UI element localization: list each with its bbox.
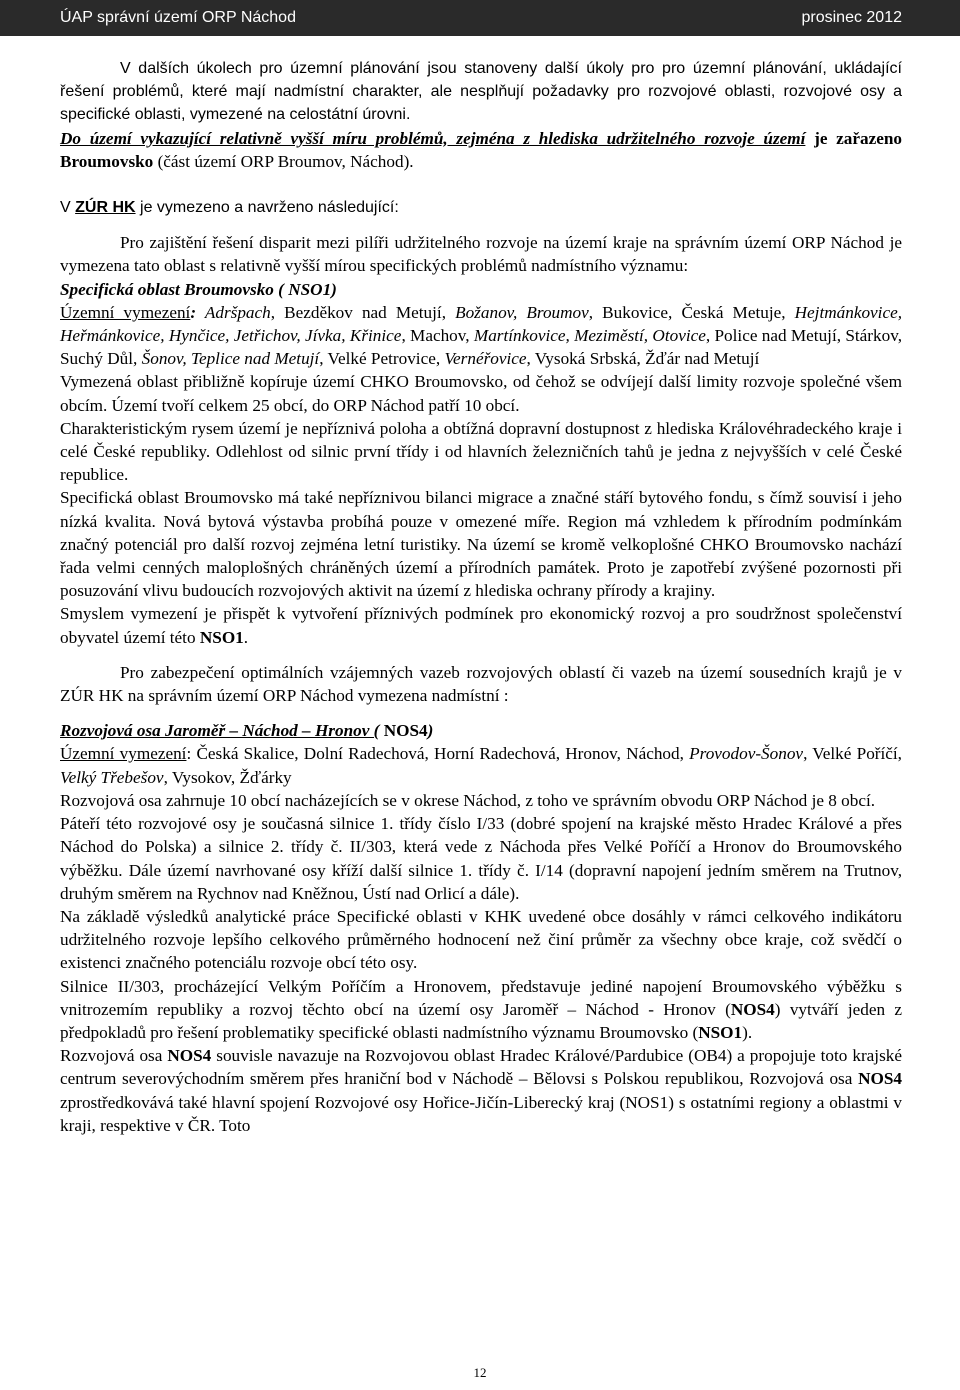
nso1-vym-label: Územní vymezení	[60, 302, 191, 322]
silnice-pre: Silnice II/303, procházející Velkým Poříčím a Hronovem, představuje jediné napojení Broumovského výběžku s vnitrozemím republiky a rozvoj těchto obcí na území osy Jaroměř – Náchod - Hronov (	[60, 976, 902, 1019]
nos4-pater-paragraph: Páteří této rozvojové osy je současná silnice 1. třídy číslo I/33 (dobré spojení na krajské město Hradec Králové a přes Náchod do Polska) a silnice 2. třídy č. II/303, která vede z Náchoda přes Velké Poříčí a Hronov do Broumovského výběžku. Dále území navrhované osy kříží další silnice 1. třídy č. I/14 (dopravní napojení jedním směrem na Trutnov, druhým směrem na Rychnov nad Kněžnou, Ústí nad Orlicí a dále).	[60, 814, 902, 903]
rozv-mid: souvisle navazuje na Rozvojovou oblast Hradec Králové/Pardubice (OB4) a propojuje toto krajské centrum severovýchodním směrem přes hraniční bod v Náchodě – Bělovsi s Polskou republikou, Rozvojová osa	[60, 1046, 902, 1089]
nos4-vym-text2: , Velké Poříčí,	[803, 744, 902, 764]
intro-paragraph: V dalších úkolech pro územní plánování jsou stanoveny další úkoly pro pro územní plánování, ukládající řešení problémů, které mají nadmístní charakter, ale nesplňují požadavky pro rozvojové oblasti, rozvojové osy a specifické oblasti, vymezené na celostátní úrovni.	[60, 60, 902, 124]
municipality-segment: Božanov, Broumov	[455, 302, 589, 322]
silnice-b1: NOS4	[730, 999, 775, 1019]
nos4-heading-code: NOS4	[379, 721, 428, 741]
municipality-segment: , Bukovice, Česká Metuje,	[588, 302, 795, 322]
rozv-pre: Rozvojová osa	[60, 1046, 168, 1066]
nso1-smysl-pre: Smyslem vymezení je přispět k vytvoření příznivých podmínek pro ekonomický rozvoj a pro soudržnost společenství obyvatel území této	[60, 604, 902, 647]
broumovsko-statement	[60, 127, 902, 173]
nos4-zaklad-paragraph: Na základě výsledků analytické práce Specifické oblasti v KHK uvedené obce dosáhly v rámci celkového indikátoru udržitelného rozvoje lepšího celkového průměrného hodnocení než činí průměr za všechny obce kraje, což svědčí o existenci značného potenciálu rozvoje obcí této osy.	[60, 906, 902, 973]
nso1-vymezeni	[60, 301, 902, 371]
nso1-smysl-post: .	[243, 627, 249, 647]
zur-abbr: ZÚR HK	[75, 199, 136, 217]
nso1-smysl-paragraph	[60, 602, 902, 648]
zur-intro	[60, 196, 902, 219]
nos4-rozvojova-paragraph	[60, 1044, 902, 1137]
nso1-smysl-bold: NSO1	[199, 627, 244, 647]
zur-pre: V	[60, 199, 76, 217]
nos4-vym-label: Územní vymezení	[60, 744, 187, 764]
nos4-vym-text1: : Česká Skalice, Dolní Radechová, Horní Radechová, Hronov, Náchod,	[186, 744, 690, 764]
nso1-char-paragraph: Charakteristickým rysem území je nepříznivá poloha a obtížná dopravní dostupnost z hlediska Královéhradeckého kraje i celé České republiky. Odlehlost od silnic první třídy i od hlavních železničních tahů je jedna z nejvyšších v celé České republice.	[60, 418, 902, 485]
municipality-segment: , Vysoká Srbská, Žďár nad Metují	[526, 349, 760, 369]
zur-paragraph	[60, 231, 902, 277]
silnice-mid: ) vytváří jeden z předpokladů pro řešení problematiky specifické oblasti nadmístního významu Broumovsko (	[60, 999, 902, 1042]
nos4-vym-i2: Velký Třebešov	[60, 767, 164, 787]
municipality-segment: , Machov,	[401, 326, 474, 346]
nos4-vym-i1: Provodov-Šonov	[689, 744, 804, 764]
nso1-heading-text: Specifická oblast Broumovsko ( NSO1)	[60, 279, 337, 299]
nos4-vymezeni	[60, 742, 902, 788]
rozv-end: zprostředkovává také hlavní spojení Rozvojové osy Hořice-Jičín-Liberecký kraj (NOS1) s ostatními regiony a oblastmi v kraji, respektive v ČR. Toto	[60, 1092, 902, 1135]
header-date: prosinec 2012	[801, 9, 902, 26]
nos4-vym-text3: , Vysokov, Žďárky	[163, 767, 292, 787]
municipality-segment: , Police nad Metují, Stárkov, Suchý Důl,	[60, 326, 902, 369]
municipality-segment: Šonov, Teplice nad Metují	[141, 349, 320, 369]
nso1-heading	[60, 278, 902, 301]
rozv-b1: NOS4	[167, 1046, 212, 1066]
problem-area-emphasis: Do území vykazující relativně vyšší míru problémů, zejména z hlediska udržitelného rozvoje území	[60, 128, 806, 148]
municipality-segment: Martínkovice, Meziměstí, Otovice	[473, 326, 706, 346]
broumovsko-bold: je zařazeno Broumovsko	[60, 128, 902, 171]
rozv-b2: NOS4	[858, 1069, 902, 1089]
nos4-silnice-paragraph	[60, 975, 902, 1045]
municipality-segment: , Bezděkov nad Metují,	[270, 302, 456, 322]
municipality-segment: Hejtmánkovice, Heřmánkovice, Hynčice, Jetřichov, Jívka, Křinice	[60, 302, 902, 346]
nso1-vymezena-paragraph: Vymezená oblast přibližně kopíruje území CHKO Broumovsko, od čehož se odvíjejí další limity rozvoje společné všem obcím. Území tvoří celkem 25 obcí, do ORP Náchod patří 10 obcí.	[60, 372, 902, 415]
osy-intro: Pro zabezpečení optimálních vzájemných vazeb rozvojových oblastí či vazeb na území sousedních krajů je v ZÚR HK na správním území ORP Náchod vymezena nadmístní :	[60, 662, 902, 706]
silnice-b2: NSO1	[698, 1022, 743, 1042]
municipality-segment: , Velké Petrovice,	[319, 349, 445, 369]
nos4-zahrnuje-paragraph: Rozvojová osa zahrnuje 10 obcí nacházejících se v okrese Náchod, z toho ve správním obvodu ORP Náchod je 8 obcí.	[60, 790, 876, 810]
nos4-heading	[60, 719, 902, 742]
nos4-heading-end: )	[427, 721, 434, 741]
document-body	[60, 57, 902, 1137]
nso1-spec-paragraph: Specifická oblast Broumovsko má také nepříznivou bilanci migrace a značné stáří bytového fondu, s čímž souvisí i jeho nízká kvalita. Nová bytová výstavba probíhá pouze v omezené míře. Region má vzhledem k přírodním podmínkám značný potenciál pro další rozvoj zejména letní turistiky. Na území se kromě velkoplošné CHKO Broumovsko nachází řada velmi cenných maloplošných chráněných území a přírodních památek. Proto je zapotřebí zvýšené pozornosti při posuzování vlivu budoucích rozvojových aktivit na území z hlediska ochrany přírody a krajiny.	[60, 488, 902, 601]
zur-post: je vymezeno a navrženo následující:	[135, 199, 399, 217]
zur-p1: Pro zajištění řešení disparit mezi pilíři udržitelného rozvoje na území kraje na správním území ORP Náchod je vymezena tato oblast s relativně vyšší mírou specifických problémů nadmístního významu:	[60, 233, 902, 276]
page-header	[0, 0, 960, 36]
municipality-segment: Adršpach	[196, 302, 271, 322]
silnice-end: ).	[742, 1022, 753, 1042]
broumovsko-rest: (část území ORP Broumov, Náchod).	[153, 151, 414, 171]
header-title: ÚAP správní území ORP Náchod	[60, 9, 296, 26]
nos4-heading-text: Rozvojová osa Jaroměř – Náchod – Hronov (	[60, 721, 380, 741]
nso1-vym-colon: :	[190, 302, 197, 322]
municipality-segment: Vernéřovice	[444, 349, 527, 369]
page-number: 12	[473, 1365, 487, 1380]
